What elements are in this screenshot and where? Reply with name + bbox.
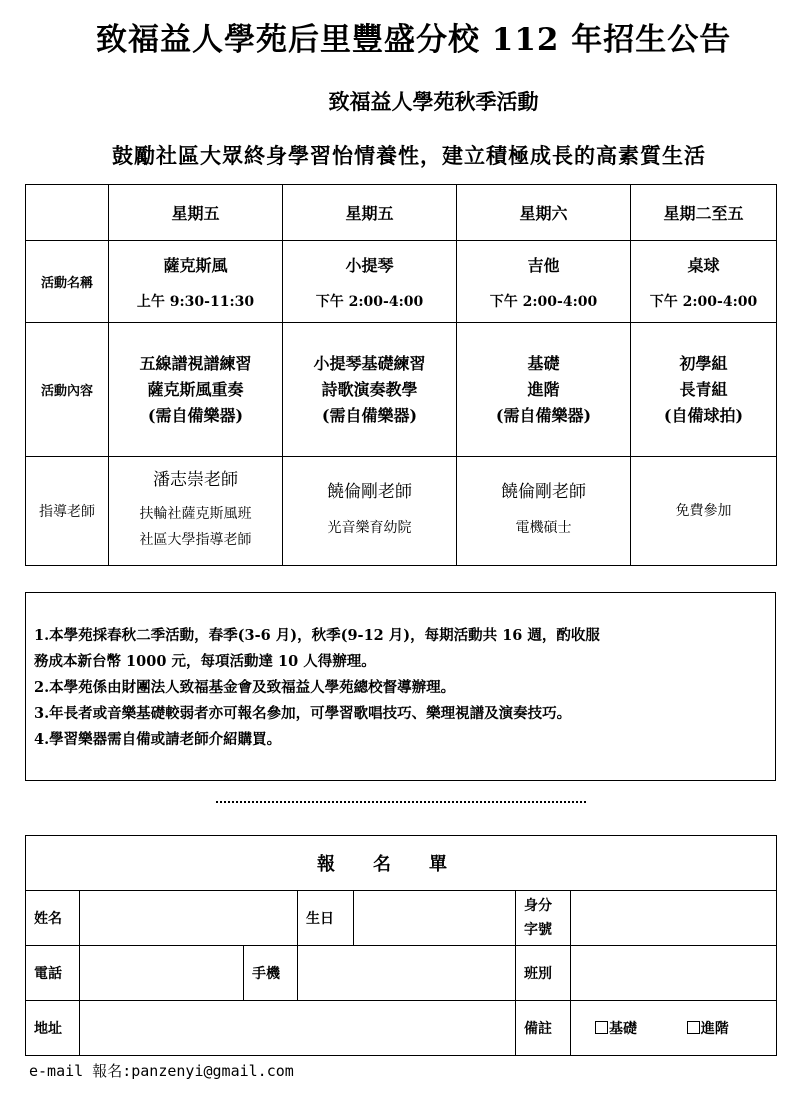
- schedule-name-row: [26, 241, 777, 323]
- label-phone: 電話: [26, 946, 80, 1001]
- address-field[interactable]: [80, 1001, 516, 1056]
- teacher-note: 扶輪社薩克斯風班: [139, 506, 252, 522]
- row-label-teacher: 指導老師: [26, 457, 109, 566]
- schedule-table: [25, 184, 777, 566]
- content-line: (需自備樂器): [321, 405, 418, 425]
- content-line: 五線譜視譜練習: [139, 353, 252, 373]
- name-field[interactable]: [80, 891, 298, 946]
- content-line: (需自備樂器): [495, 405, 592, 425]
- schedule-day-row: [26, 185, 777, 241]
- row-label-name: 活動名稱: [26, 241, 109, 323]
- day-header: 星期二至五: [631, 185, 777, 241]
- form-title: 報名單: [26, 836, 777, 891]
- class-field[interactable]: [571, 946, 777, 1001]
- cut-line: [216, 801, 586, 803]
- row-label-content: 活動內容: [26, 323, 109, 457]
- note-line: 3.年長者或音樂基礎較弱者亦可報名參加，可學習歌唱技巧、樂理視譜及演奏技巧。: [34, 705, 572, 722]
- teacher-name: 饒倫剛老師: [501, 482, 586, 502]
- content-cell: [631, 323, 777, 457]
- page-subtitle: 致福益人學苑秋季活動: [328, 89, 539, 114]
- activity-time: 下午 2:00-4:00: [315, 293, 424, 310]
- teacher-cell: [457, 457, 631, 566]
- label-remarks: 備註: [516, 1001, 571, 1056]
- content-line: (自備球拍): [663, 405, 744, 425]
- registration-form: [25, 835, 777, 1056]
- teacher-name: 饒倫剛老師: [327, 482, 412, 502]
- activity-time: 下午 2:00-4:00: [649, 293, 758, 310]
- note-line: 4.學習樂器需自備或請老師介紹購買。: [34, 731, 282, 748]
- remarks-options: [571, 1001, 777, 1056]
- label-class: 班別: [516, 946, 571, 1001]
- schedule-teacher-row: [26, 457, 777, 566]
- activity-time: 上午 9:30-11:30: [136, 293, 255, 310]
- note-line: 2.本學苑係由財團法人致福基金會及致福益人學苑總校督導辦理。: [34, 679, 456, 696]
- content-cell: [283, 323, 457, 457]
- page-title: 致福益人學苑后里豐盛分校 112 年招生公告: [96, 22, 732, 58]
- content-line: 詩歌演奏教學: [321, 379, 418, 399]
- day-header: 星期六: [457, 185, 631, 241]
- label-mobile: 手機: [244, 946, 298, 1001]
- day-header: 星期五: [283, 185, 457, 241]
- activity-name: 吉他: [527, 255, 560, 275]
- label-birthday: 生日: [298, 891, 354, 946]
- teacher-note: 光音樂育幼院: [327, 520, 412, 536]
- schedule-content-row: [26, 323, 777, 457]
- teacher-name: 潘志崇老師: [153, 470, 238, 490]
- basic-checkbox[interactable]: [595, 1021, 608, 1034]
- id-number-field[interactable]: [571, 891, 777, 946]
- email-line: e-mail 報名:panzenyi@gmail.com: [29, 1062, 294, 1080]
- teacher-note: 電機碩士: [515, 520, 572, 536]
- activity-cell: [283, 241, 457, 323]
- teacher-cell: [283, 457, 457, 566]
- phone-field[interactable]: [80, 946, 244, 1001]
- birthday-field[interactable]: [354, 891, 516, 946]
- activity-cell: [109, 241, 283, 323]
- label-name: 姓名: [26, 891, 80, 946]
- content-line: 基礎: [527, 353, 560, 373]
- content-line: 長青組: [679, 379, 728, 399]
- advanced-option-label: 進階: [700, 1021, 729, 1037]
- day-header: 星期五: [109, 185, 283, 241]
- content-line: (需自備樂器): [147, 405, 244, 425]
- slogan: 鼓勵社區大眾終身學習怡情養性，建立積極成長的高素質生活: [112, 143, 706, 168]
- advanced-checkbox[interactable]: [687, 1021, 700, 1034]
- content-line: 初學組: [679, 353, 728, 373]
- label-id-line: 字號: [524, 922, 552, 938]
- label-id-number: [516, 891, 571, 946]
- activity-name: 小提琴: [345, 255, 394, 275]
- content-line: 薩克斯風重奏: [147, 379, 244, 399]
- activity-cell: [457, 241, 631, 323]
- content-line: 小提琴基礎練習: [313, 353, 426, 373]
- basic-option-label: 基礎: [609, 1021, 637, 1037]
- content-cell: [457, 323, 631, 457]
- corner-cell: [26, 185, 109, 241]
- activity-cell: [631, 241, 777, 323]
- teacher-note: 免費參加: [675, 503, 732, 519]
- content-line: 進階: [527, 379, 560, 399]
- notes-box: [25, 592, 776, 781]
- mobile-field[interactable]: [298, 946, 516, 1001]
- teacher-cell: [109, 457, 283, 566]
- activity-time: 下午 2:00-4:00: [489, 293, 598, 310]
- note-line: 務成本新台幣 1000 元，每項活動達 10 人得辦理。: [34, 653, 376, 670]
- content-cell: [109, 323, 283, 457]
- note-line: 1.本學苑採春秋二季活動，春季(3-6 月)，秋季(9-12 月)，每期活動共 16 週，酌收服: [34, 627, 600, 644]
- activity-name: 桌球: [687, 255, 720, 275]
- teacher-cell: [631, 457, 777, 566]
- activity-name: 薩克斯風: [163, 255, 228, 275]
- label-id-line: 身分: [524, 898, 552, 914]
- label-address: 地址: [26, 1001, 80, 1056]
- teacher-note: 社區大學指導老師: [139, 532, 252, 548]
